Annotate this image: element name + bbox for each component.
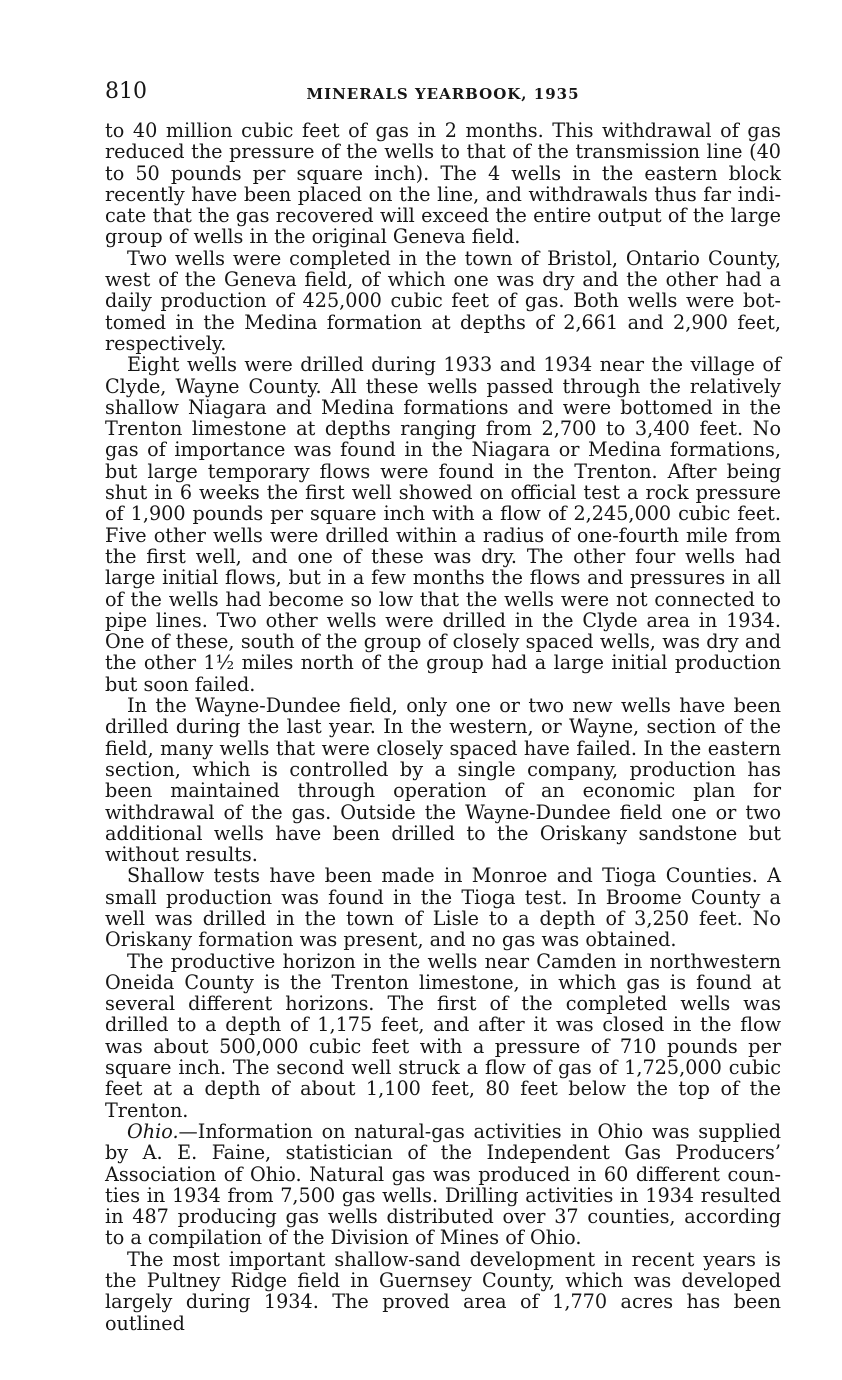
- ohio-section-text: —Information on natural-gas activities in Ohio was supplied by A. E. Faine, statistician of the Independent Gas Producers’ Association of Ohio. Natural gas was produced in 60 different counties in 1934 from 7,500 gas wells. Drilling activities in 1934 resulted in 487 producing gas wells distributed over 37 counties, according to a compilation of the Division of Mines of Ohio.: [105, 1119, 781, 1250]
- page-number: 810: [105, 79, 147, 104]
- paragraph-wayne-dundee: In the Wayne-Dundee field, only one or two new wells have been drilled during the last year. In the western, or Wayne, section of the field, many wells that were closely spaced have failed. In the eastern section, which is controlled by a single company, production has been maintained through operation of an economic plan for withdrawal of the gas. Outside the Wayne-Dundee field one or two additional wells have been drilled to the Oriskany sandstone but without results.: [105, 694, 781, 867]
- body-text: [105, 120, 781, 1334]
- paragraph-clyde-wells: Eight wells were drilled during 1933 and 1934 near the village of Clyde, Wayne County. All these wells passed through the relatively shallow Niagara and Medina formations and were bottomed in the Trenton limestone at depths ranging from 2,700 to 3,400 feet. No gas of importance was found in the Niagara or Medina formations, but large temporary flows were found in the Trenton. After being shut in 6 weeks the first well showed on official test a rock pressure of 1,900 pounds per square inch with a flow of 2,245,000 cubic feet. Five other wells were drilled within a radius of one-fourth mile from the first well, and one of these was dry. The other four wells had large initial flows, but in a few months the flows and pressures in all of the wells had become so low that the wells were not connected to pipe lines. Two other wells were drilled in the Clyde area in 1934. One of these, south of the group of closely spaced wells, was dry and the other 1½ miles north of the group had a large initial production but soon failed.: [105, 353, 781, 696]
- paragraph-pultney-ridge: The most important shallow-sand development in recent years is the Pultney Ridge field in Guernsey County, which was developed largely during 1934. The proved area of 1,770 acres has been outlined: [105, 1247, 781, 1335]
- page-header: [105, 78, 781, 110]
- paragraph-geneva-withdrawal: to 40 million cubic feet of gas in 2 months. This withdrawal of gas reduced the pressure of the wells to that of the transmission line (40 to 50 pounds per square inch). The 4 wells in the eastern block recently have been placed on the line, and withdrawals thus far indicate that the gas recovered will exceed the entire output of the large group of wells in the original Geneva field.: [105, 119, 781, 249]
- paragraph-bristol-wells: Two wells were completed in the town of Bristol, Ontario County, west of the Geneva field, of which one was dry and the other had a daily production of 425,000 cubic feet of gas. Both wells were bottomed in the Medina formation at depths of 2,661 and 2,900 feet, respectively.: [105, 246, 781, 355]
- paragraph-shallow-tests: Shallow tests have been made in Monroe and Tioga Counties. A small production was found in the Tioga test. In Broome County a well was drilled in the town of Lisle to a depth of 3,250 feet. No Oriskany formation was present, and no gas was obtained.: [105, 864, 781, 952]
- document-page: [105, 78, 781, 1334]
- paragraph-camden-horizon: The productive horizon in the wells near Camden in northwestern Oneida County is the Trenton limestone, in which gas is found at several different horizons. The first of the completed wells was drilled to a depth of 1,175 feet, and after it was closed in the flow was about 500,000 cubic feet with a pressure of 710 pounds per square inch. The second well struck a flow of gas of 1,725,000 cubic feet at a depth of about 1,100 feet, 80 feet below the top of the Trenton.: [105, 949, 781, 1122]
- running-head: MINERALS YEARBOOK, 1935: [306, 85, 580, 103]
- ohio-section-lead: Ohio.: [127, 1119, 179, 1143]
- paragraph-ohio: [105, 1121, 781, 1249]
